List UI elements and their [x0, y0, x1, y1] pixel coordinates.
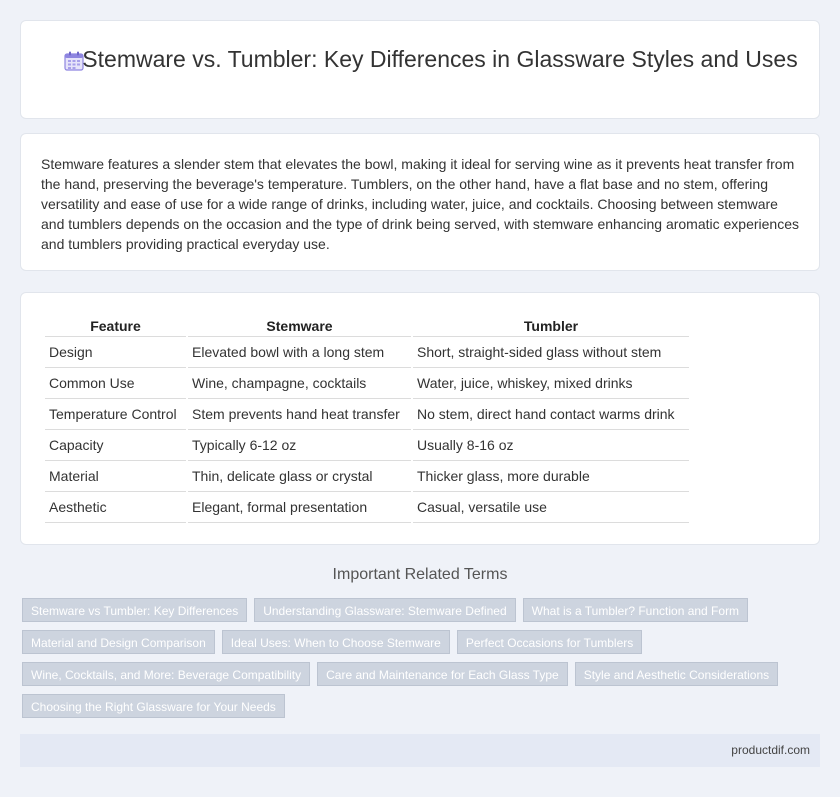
intro-card [20, 133, 820, 271]
table-cell: Typically 6-12 oz [188, 430, 411, 461]
comparison-table [43, 316, 691, 523]
related-term-link[interactable]: Material and Design Comparison [22, 630, 215, 654]
table-cell: Temperature Control [45, 399, 186, 430]
table-cell: Thicker glass, more durable [413, 461, 689, 492]
footer-site-name: productdif.com [731, 743, 810, 757]
related-term-link[interactable]: Style and Aesthetic Considerations [575, 662, 778, 686]
table-row [45, 337, 689, 368]
table-cell: Elegant, formal presentation [188, 492, 411, 523]
table-header-row [45, 316, 689, 337]
header-card [20, 20, 820, 119]
table-cell: Short, straight-sided glass without stem [413, 337, 689, 368]
table-cell: Design [45, 337, 186, 368]
related-term-link[interactable]: Ideal Uses: When to Choose Stemware [222, 630, 450, 654]
table-row [45, 461, 689, 492]
related-terms-list [22, 598, 782, 726]
related-term-link[interactable]: Care and Maintenance for Each Glass Type [317, 662, 568, 686]
table-cell: Aesthetic [45, 492, 186, 523]
column-header-tumbler: Tumbler [413, 316, 689, 337]
table-cell: Casual, versatile use [413, 492, 689, 523]
table-row [45, 430, 689, 461]
comparison-card [20, 292, 820, 545]
related-term-link[interactable]: Wine, Cocktails, and More: Beverage Compatibility [22, 662, 310, 686]
footer [20, 734, 820, 767]
tag-row [22, 662, 782, 686]
tag-row [22, 630, 782, 654]
table-cell: Elevated bowl with a long stem [188, 337, 411, 368]
tag-row [22, 694, 782, 718]
related-term-link[interactable]: Perfect Occasions for Tumblers [457, 630, 642, 654]
related-term-link[interactable]: Stemware vs Tumbler: Key Differences [22, 598, 247, 622]
related-term-link[interactable]: What is a Tumbler? Function and Form [523, 598, 748, 622]
table-cell: Capacity [45, 430, 186, 461]
intro-paragraph: Stemware features a slender stem that elevates the bowl, making it ideal for serving wine as it prevents heat transfer from the hand, preserving the beverage's temperature. Tumblers, on the other hand, have a flat base and no stem, offering versatility and ease of use for a wide range of drinks, including water, juice, and cocktails. Choosing between stemware and tumblers depends on the occasion and the type of drink being served, with stemware enhancing aromatic experiences and tumblers providing practical everyday use. [41, 156, 800, 252]
table-row [45, 368, 689, 399]
table-row [45, 492, 689, 523]
table-cell: Wine, champagne, cocktails [188, 368, 411, 399]
related-terms-title: Important Related Terms [332, 566, 508, 583]
column-header-stemware: Stemware [188, 316, 411, 337]
table-cell: Thin, delicate glass or crystal [188, 461, 411, 492]
table-cell: No stem, direct hand contact warms drink [413, 399, 689, 430]
related-term-link[interactable]: Understanding Glassware: Stemware Defined [254, 598, 515, 622]
table-cell: Water, juice, whiskey, mixed drinks [413, 368, 689, 399]
table-cell: Usually 8-16 oz [413, 430, 689, 461]
column-header-feature: Feature [45, 316, 186, 337]
table-row [45, 399, 689, 430]
table-cell: Common Use [45, 368, 186, 399]
table-cell: Stem prevents hand heat transfer [188, 399, 411, 430]
page-title: Stemware vs. Tumbler: Key Differences in Glassware Styles and Uses [82, 46, 798, 72]
related-term-link[interactable]: Choosing the Right Glassware for Your Needs [22, 694, 285, 718]
table-cell: Material [45, 461, 186, 492]
tag-row [22, 598, 782, 622]
